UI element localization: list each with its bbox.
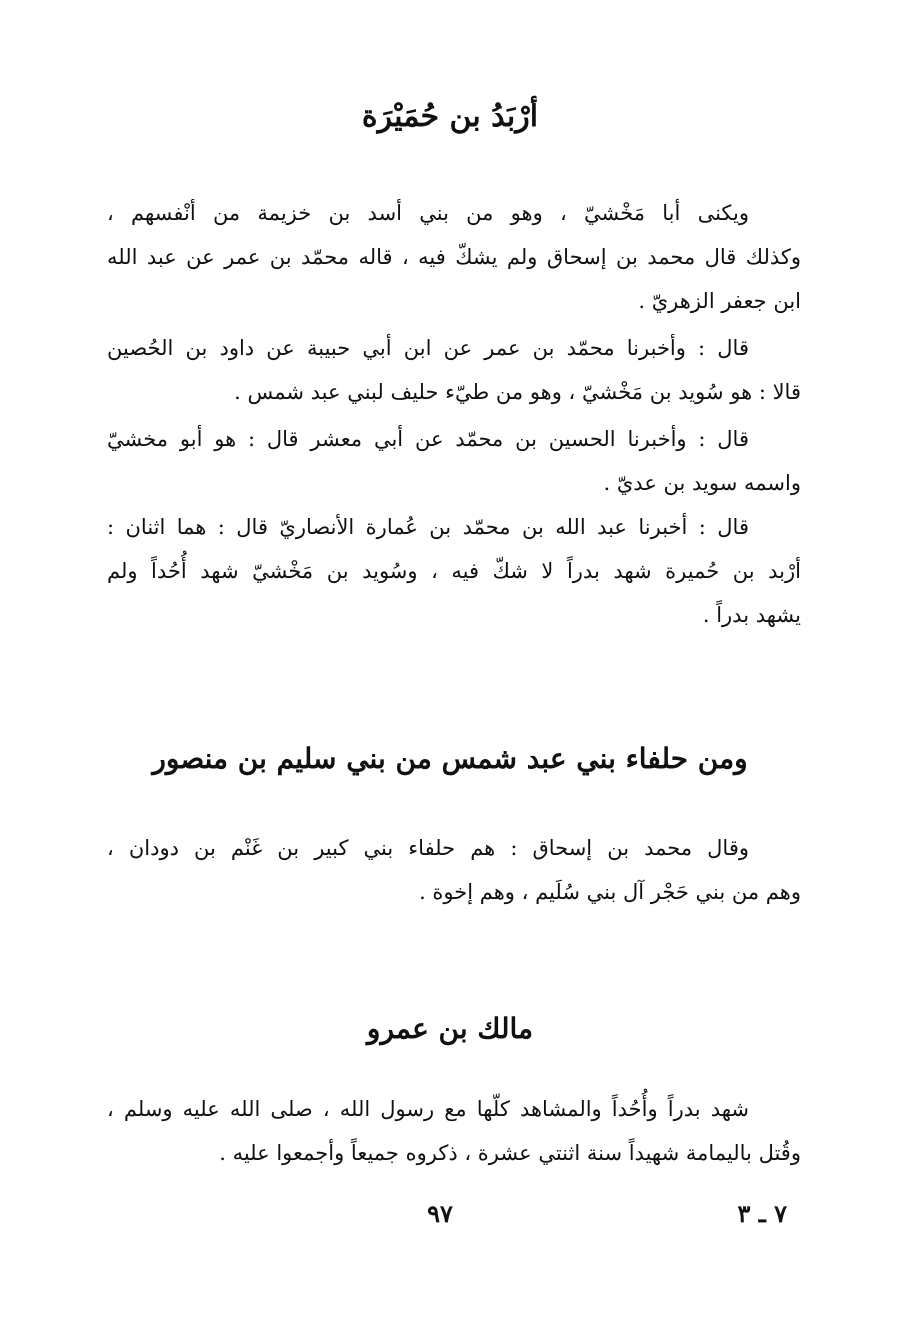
- paragraph-umara-report: [107, 505, 801, 637]
- section-heading-malik: مالك بن عمرو: [366, 1012, 534, 1045]
- paragraph-abu-mashar-report: [107, 417, 801, 505]
- text-line: واسمه سويد بن عديّ .: [603, 471, 801, 495]
- text-line: وقال محمد بن إسحاق : هم حلفاء بني كبير بن غَنْم بن دودان ،: [107, 836, 749, 860]
- text-line: شهد بدراً وأُحُداً والمشاهد كلّها مع رسول الله ، صلى الله عليه وسلم ،: [107, 1097, 749, 1121]
- text-line: قال : وأخبرنا الحسين بن محمّد عن أبي معشر قال : هو أبو مخشيّ: [107, 427, 749, 451]
- text-line: قال : أخبرنا عبد الله بن محمّد بن عُمارة الأنصاريّ قال : هما اثنان :: [107, 515, 749, 539]
- section-heading-sulaym-allies: ومن حلفاء بني عبد شمس من بني سليم بن منصور: [152, 742, 748, 775]
- paragraph-arbad-intro: [107, 191, 801, 323]
- text-line: يشهد بدراً .: [702, 603, 801, 627]
- text-line: قال : وأخبرنا محمّد بن عمر عن ابن أبي حبيبة عن داود بن الحُصين: [107, 336, 749, 360]
- text-line: وكذلك قال محمد بن إسحاق ولم يشكّ فيه ، قاله محمّد بن عمر عن عبد الله: [107, 245, 801, 269]
- text-line: ابن جعفر الزهريّ .: [638, 289, 801, 313]
- paragraph-dawud-report: [107, 326, 801, 414]
- text-line: قالا : هو سُويد بن مَخْشيّ ، وهو من طيّء حليف لبني عبد شمس .: [234, 380, 801, 404]
- signature-mark: ٧ ـ ٣: [737, 1199, 787, 1228]
- paragraph-ibn-ishaq-allies: [107, 826, 801, 914]
- text-line: وهم من بني حَجْر آل بني سُلَيم ، وهم إخوة .: [419, 880, 801, 904]
- section-heading-arbad: أرْبَدُ بن حُمَيْرَة: [361, 99, 539, 134]
- text-line: أرْبد بن حُميرة شهد بدراً لا شكّ فيه ، وسُويد بن مَخْشيّ شهد أُحُداً ولم: [107, 559, 801, 583]
- paragraph-malik-bio: [107, 1087, 801, 1175]
- page-number: ٩٧: [427, 1199, 453, 1228]
- text-line: ويكنى أبا مَخْشيّ ، وهو من بني أسد بن خزيمة من أنْفسهم ،: [107, 201, 749, 225]
- text-line: وقُتل باليمامة شهيداً سنة اثنتي عشرة ، ذكروه جميعاً وأجمعوا عليه .: [219, 1141, 801, 1165]
